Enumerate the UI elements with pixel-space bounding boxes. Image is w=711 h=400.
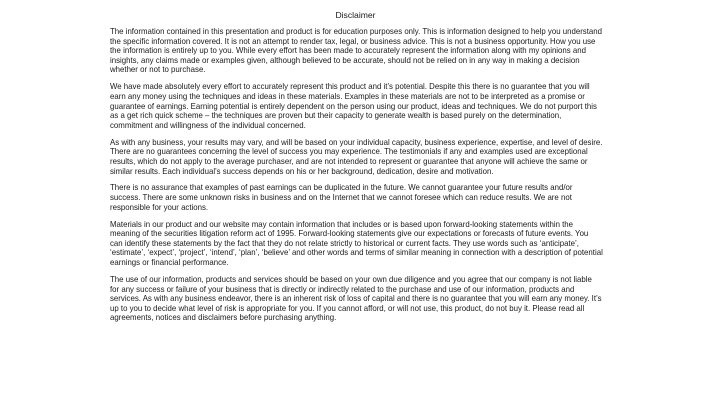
- paragraph-results: As with any business, your results may vary, and will be based on your individual capacity, business experience, expertise, and level of desire. There are no guarantees concerning the level of success you may experience. The testimonials if any and examples used are exceptional results, which do not apply to the average purchaser, and are not intended to represent or guarantee that anyone will achieve the same or similar results. Each individual’s success depends on his or her background, dedication, desire and motivation.: [110, 137, 603, 176]
- paragraph-due-diligence: The use of our information, products and services should be based on your own due diligence and you agree that our company is not liable for any success or failure of your business that is directly or indirectly related to the purchase and use of our information, products and services. As with any business endeavor, there is an inherent risk of loss of capital and there is no guarantee that you will earn any money. It’s up to you to decide what level of risk is appropriate for you. If you cannot afford, or will not use, this product, do not buy it. Please read all agreements, notices and disclaimers before purchasing anything.: [110, 275, 602, 323]
- page-title: Disclaimer: [335, 10, 376, 20]
- paragraph-intro: The information contained in this presentation and product is for education purposes only. This is information designed to help you understand the specific information covered. It is not an attempt to render tax, legal, or business advice. This is not a business opportunity. How you use the information is entirely up to you. While every effort has been made to accurately represent the information along with my opinions and insights, any claims made or examples given, although believed to be accurate, should not be relied on in any way in making a decision whether or not to purchase.: [110, 27, 602, 75]
- disclaimer-body: [110, 27, 603, 330]
- paragraph-forward-looking: Materials in our product and our website may contain information that includes or is based upon forward-looking statements within the meaning of the securities litigation reform act of 1995. Forward-looking statements give our expectations or forecasts of future events. You can identify these statements by the fact that they do not relate strictly to historical or current facts. They use words such as ‘anticipate’, ‘estimate’, ‘expect’, ‘project’, ‘intend’, ‘plan’, ‘believe’ and other words and terms of similar meaning in connection with a description of potential earnings or financial performance.: [110, 219, 603, 268]
- paragraph-earnings: We have made absolutely every effort to accurately represent this product and it’s potential. Despite this there is no guarantee that you will earn any money using the techniques and ideas in these materials. Examples in these materials are not to be interpreted as a promise or guarantee of earnings. Earning potential is entirely dependent on the person using our product, ideas and techniques. We do not purport this as a get rich quick scheme – the techniques are proven but their capacity to generate wealth is based purely on the determination, commitment and willingness of the individual concerned.: [110, 82, 597, 130]
- paragraph-past-earnings: There is no assurance that examples of past earnings can be duplicated in the future. We cannot guarantee your future results and/or success. There are some unknown risks in business and on the Internet that we cannot foresee which can reduce results. We are not responsible for your actions.: [110, 183, 573, 212]
